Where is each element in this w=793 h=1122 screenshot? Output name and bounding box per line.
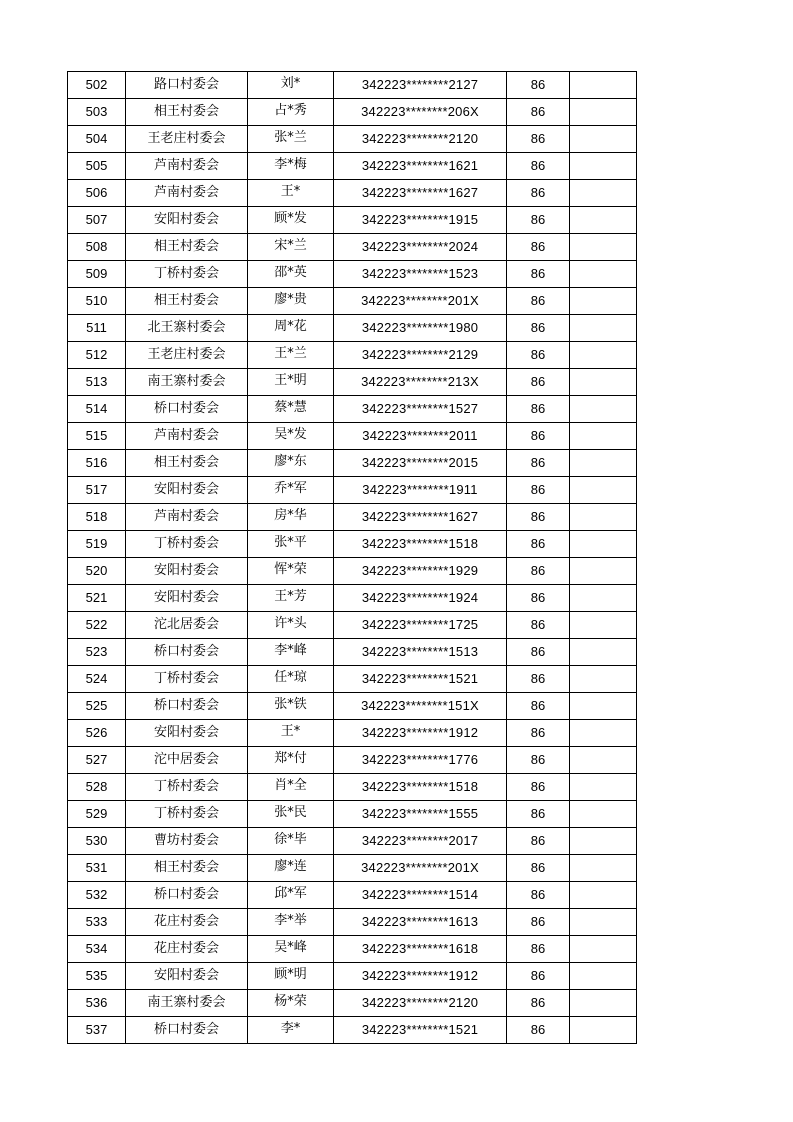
score-cell: 86	[507, 801, 570, 828]
row-number-cell: 522	[68, 612, 126, 639]
remarks-cell	[570, 666, 637, 693]
row-number-cell: 503	[68, 99, 126, 126]
score-cell: 86	[507, 180, 570, 207]
village-committee-cell: 桥口村委会	[126, 1017, 248, 1044]
person-name-cell: 李*梅	[248, 153, 334, 180]
score-cell: 86	[507, 666, 570, 693]
row-number-cell: 507	[68, 207, 126, 234]
remarks-cell	[570, 369, 637, 396]
village-committee-cell: 芦南村委会	[126, 153, 248, 180]
village-committee-cell: 丁桥村委会	[126, 774, 248, 801]
village-committee-cell: 安阳村委会	[126, 207, 248, 234]
id-number-cell: 342223********1518	[334, 531, 507, 558]
id-number-cell: 342223********1725	[334, 612, 507, 639]
table-row	[68, 180, 637, 207]
village-committee-cell: 安阳村委会	[126, 585, 248, 612]
roster-table-body	[68, 72, 637, 1044]
person-name-cell: 张*兰	[248, 126, 334, 153]
person-name-cell: 王*明	[248, 369, 334, 396]
id-number-cell: 342223********2011	[334, 423, 507, 450]
score-cell: 86	[507, 909, 570, 936]
id-number-cell: 342223********1915	[334, 207, 507, 234]
id-number-cell: 342223********1514	[334, 882, 507, 909]
row-number-cell: 516	[68, 450, 126, 477]
remarks-cell	[570, 882, 637, 909]
score-cell: 86	[507, 855, 570, 882]
person-name-cell: 王*	[248, 180, 334, 207]
row-number-cell: 510	[68, 288, 126, 315]
score-cell: 86	[507, 450, 570, 477]
row-number-cell: 504	[68, 126, 126, 153]
score-cell: 86	[507, 315, 570, 342]
row-number-cell: 520	[68, 558, 126, 585]
row-number-cell: 531	[68, 855, 126, 882]
village-committee-cell: 相王村委会	[126, 234, 248, 261]
remarks-cell	[570, 477, 637, 504]
id-number-cell: 342223********2129	[334, 342, 507, 369]
village-committee-cell: 芦南村委会	[126, 423, 248, 450]
table-row	[68, 1017, 637, 1044]
remarks-cell	[570, 531, 637, 558]
score-cell: 86	[507, 72, 570, 99]
id-number-cell: 342223********201X	[334, 855, 507, 882]
person-name-cell: 李*	[248, 1017, 334, 1044]
village-committee-cell: 桥口村委会	[126, 639, 248, 666]
village-committee-cell: 安阳村委会	[126, 558, 248, 585]
person-name-cell: 徐*毕	[248, 828, 334, 855]
table-row	[68, 396, 637, 423]
person-name-cell: 刘*	[248, 72, 334, 99]
table-row	[68, 693, 637, 720]
id-number-cell: 342223********1618	[334, 936, 507, 963]
id-number-cell: 342223********2120	[334, 126, 507, 153]
village-committee-cell: 桥口村委会	[126, 693, 248, 720]
table-row	[68, 342, 637, 369]
person-name-cell: 郑*付	[248, 747, 334, 774]
id-number-cell: 342223********1513	[334, 639, 507, 666]
remarks-cell	[570, 153, 637, 180]
score-cell: 86	[507, 585, 570, 612]
table-row	[68, 558, 637, 585]
table-row	[68, 720, 637, 747]
remarks-cell	[570, 720, 637, 747]
id-number-cell: 342223********1912	[334, 963, 507, 990]
table-row	[68, 990, 637, 1017]
village-committee-cell: 丁桥村委会	[126, 801, 248, 828]
row-number-cell: 537	[68, 1017, 126, 1044]
table-row	[68, 612, 637, 639]
table-row	[68, 531, 637, 558]
table-row	[68, 288, 637, 315]
person-name-cell: 李*峰	[248, 639, 334, 666]
row-number-cell: 514	[68, 396, 126, 423]
village-committee-cell: 北王寨村委会	[126, 315, 248, 342]
row-number-cell: 530	[68, 828, 126, 855]
person-name-cell: 蔡*慧	[248, 396, 334, 423]
table-row	[68, 774, 637, 801]
person-name-cell: 顾*明	[248, 963, 334, 990]
table-row	[68, 882, 637, 909]
id-number-cell: 342223********1521	[334, 1017, 507, 1044]
village-committee-cell: 丁桥村委会	[126, 666, 248, 693]
row-number-cell: 525	[68, 693, 126, 720]
row-number-cell: 506	[68, 180, 126, 207]
id-number-cell: 342223********2017	[334, 828, 507, 855]
score-cell: 86	[507, 342, 570, 369]
id-number-cell: 342223********1912	[334, 720, 507, 747]
score-cell: 86	[507, 693, 570, 720]
id-number-cell: 342223********2127	[334, 72, 507, 99]
remarks-cell	[570, 234, 637, 261]
id-number-cell: 342223********1527	[334, 396, 507, 423]
row-number-cell: 515	[68, 423, 126, 450]
remarks-cell	[570, 558, 637, 585]
village-committee-cell: 南王寨村委会	[126, 990, 248, 1017]
id-number-cell: 342223********1980	[334, 315, 507, 342]
remarks-cell	[570, 396, 637, 423]
table-row	[68, 207, 637, 234]
row-number-cell: 524	[68, 666, 126, 693]
person-name-cell: 李*举	[248, 909, 334, 936]
remarks-cell	[570, 639, 637, 666]
person-name-cell: 乔*军	[248, 477, 334, 504]
id-number-cell: 342223********201X	[334, 288, 507, 315]
village-committee-cell: 安阳村委会	[126, 720, 248, 747]
score-cell: 86	[507, 963, 570, 990]
row-number-cell: 526	[68, 720, 126, 747]
score-cell: 86	[507, 612, 570, 639]
person-name-cell: 杨*荣	[248, 990, 334, 1017]
row-number-cell: 527	[68, 747, 126, 774]
village-committee-cell: 南王寨村委会	[126, 369, 248, 396]
person-name-cell: 周*花	[248, 315, 334, 342]
score-cell: 86	[507, 828, 570, 855]
id-number-cell: 342223********2015	[334, 450, 507, 477]
person-name-cell: 王*	[248, 720, 334, 747]
table-row	[68, 126, 637, 153]
person-name-cell: 房*华	[248, 504, 334, 531]
village-committee-cell: 曹坊村委会	[126, 828, 248, 855]
remarks-cell	[570, 423, 637, 450]
table-row	[68, 963, 637, 990]
score-cell: 86	[507, 396, 570, 423]
score-cell: 86	[507, 207, 570, 234]
village-committee-cell: 沱北居委会	[126, 612, 248, 639]
remarks-cell	[570, 963, 637, 990]
person-name-cell: 张*民	[248, 801, 334, 828]
id-number-cell: 342223********1776	[334, 747, 507, 774]
remarks-cell	[570, 936, 637, 963]
person-name-cell: 廖*连	[248, 855, 334, 882]
score-cell: 86	[507, 1017, 570, 1044]
table-row	[68, 747, 637, 774]
remarks-cell	[570, 72, 637, 99]
remarks-cell	[570, 855, 637, 882]
row-number-cell: 502	[68, 72, 126, 99]
table-row	[68, 99, 637, 126]
score-cell: 86	[507, 720, 570, 747]
score-cell: 86	[507, 936, 570, 963]
table-row	[68, 855, 637, 882]
row-number-cell: 519	[68, 531, 126, 558]
person-name-cell: 邵*英	[248, 261, 334, 288]
roster-table	[67, 71, 637, 1044]
remarks-cell	[570, 126, 637, 153]
row-number-cell: 512	[68, 342, 126, 369]
village-committee-cell: 相王村委会	[126, 450, 248, 477]
person-name-cell: 恽*荣	[248, 558, 334, 585]
id-number-cell: 342223********2024	[334, 234, 507, 261]
remarks-cell	[570, 504, 637, 531]
person-name-cell: 王*兰	[248, 342, 334, 369]
score-cell: 86	[507, 288, 570, 315]
remarks-cell	[570, 612, 637, 639]
village-committee-cell: 桥口村委会	[126, 396, 248, 423]
id-number-cell: 342223********1929	[334, 558, 507, 585]
score-cell: 86	[507, 126, 570, 153]
score-cell: 86	[507, 882, 570, 909]
id-number-cell: 342223********1613	[334, 909, 507, 936]
remarks-cell	[570, 342, 637, 369]
id-number-cell: 342223********1627	[334, 180, 507, 207]
person-name-cell: 邱*军	[248, 882, 334, 909]
row-number-cell: 528	[68, 774, 126, 801]
village-committee-cell: 相王村委会	[126, 99, 248, 126]
remarks-cell	[570, 747, 637, 774]
village-committee-cell: 桥口村委会	[126, 882, 248, 909]
row-number-cell: 509	[68, 261, 126, 288]
id-number-cell: 342223********1555	[334, 801, 507, 828]
id-number-cell: 342223********1518	[334, 774, 507, 801]
village-committee-cell: 王老庄村委会	[126, 126, 248, 153]
remarks-cell	[570, 774, 637, 801]
roster-sheet	[67, 71, 636, 1044]
person-name-cell: 许*头	[248, 612, 334, 639]
village-committee-cell: 花庄村委会	[126, 909, 248, 936]
remarks-cell	[570, 990, 637, 1017]
row-number-cell: 536	[68, 990, 126, 1017]
id-number-cell: 342223********1911	[334, 477, 507, 504]
score-cell: 86	[507, 558, 570, 585]
score-cell: 86	[507, 234, 570, 261]
score-cell: 86	[507, 990, 570, 1017]
table-row	[68, 369, 637, 396]
table-row	[68, 666, 637, 693]
table-row	[68, 423, 637, 450]
table-row	[68, 72, 637, 99]
id-number-cell: 342223********2120	[334, 990, 507, 1017]
village-committee-cell: 安阳村委会	[126, 963, 248, 990]
id-number-cell: 342223********1521	[334, 666, 507, 693]
score-cell: 86	[507, 153, 570, 180]
person-name-cell: 占*秀	[248, 99, 334, 126]
id-number-cell: 342223********1627	[334, 504, 507, 531]
row-number-cell: 535	[68, 963, 126, 990]
table-row	[68, 477, 637, 504]
table-row	[68, 639, 637, 666]
village-committee-cell: 芦南村委会	[126, 180, 248, 207]
remarks-cell	[570, 693, 637, 720]
village-committee-cell: 相王村委会	[126, 855, 248, 882]
row-number-cell: 532	[68, 882, 126, 909]
score-cell: 86	[507, 747, 570, 774]
score-cell: 86	[507, 531, 570, 558]
person-name-cell: 吴*峰	[248, 936, 334, 963]
person-name-cell: 张*铁	[248, 693, 334, 720]
village-committee-cell: 丁桥村委会	[126, 531, 248, 558]
row-number-cell: 513	[68, 369, 126, 396]
person-name-cell: 廖*东	[248, 450, 334, 477]
id-number-cell: 342223********1621	[334, 153, 507, 180]
village-committee-cell: 安阳村委会	[126, 477, 248, 504]
score-cell: 86	[507, 774, 570, 801]
id-number-cell: 342223********1523	[334, 261, 507, 288]
table-row	[68, 261, 637, 288]
id-number-cell: 342223********213X	[334, 369, 507, 396]
remarks-cell	[570, 261, 637, 288]
row-number-cell: 518	[68, 504, 126, 531]
table-row	[68, 504, 637, 531]
person-name-cell: 任*琼	[248, 666, 334, 693]
remarks-cell	[570, 207, 637, 234]
id-number-cell: 342223********151X	[334, 693, 507, 720]
score-cell: 86	[507, 369, 570, 396]
row-number-cell: 505	[68, 153, 126, 180]
person-name-cell: 廖*贵	[248, 288, 334, 315]
village-committee-cell: 沱中居委会	[126, 747, 248, 774]
village-committee-cell: 芦南村委会	[126, 504, 248, 531]
score-cell: 86	[507, 477, 570, 504]
village-committee-cell: 花庄村委会	[126, 936, 248, 963]
remarks-cell	[570, 585, 637, 612]
table-row	[68, 909, 637, 936]
score-cell: 86	[507, 639, 570, 666]
row-number-cell: 534	[68, 936, 126, 963]
village-committee-cell: 路口村委会	[126, 72, 248, 99]
score-cell: 86	[507, 261, 570, 288]
remarks-cell	[570, 288, 637, 315]
person-name-cell: 吴*发	[248, 423, 334, 450]
person-name-cell: 张*平	[248, 531, 334, 558]
table-row	[68, 315, 637, 342]
table-row	[68, 801, 637, 828]
row-number-cell: 529	[68, 801, 126, 828]
remarks-cell	[570, 801, 637, 828]
remarks-cell	[570, 828, 637, 855]
table-row	[68, 153, 637, 180]
score-cell: 86	[507, 504, 570, 531]
village-committee-cell: 丁桥村委会	[126, 261, 248, 288]
village-committee-cell: 王老庄村委会	[126, 342, 248, 369]
remarks-cell	[570, 99, 637, 126]
remarks-cell	[570, 450, 637, 477]
person-name-cell: 王*芳	[248, 585, 334, 612]
table-row	[68, 234, 637, 261]
score-cell: 86	[507, 423, 570, 450]
table-row	[68, 585, 637, 612]
row-number-cell: 511	[68, 315, 126, 342]
remarks-cell	[570, 909, 637, 936]
id-number-cell: 342223********1924	[334, 585, 507, 612]
id-number-cell: 342223********206X	[334, 99, 507, 126]
table-row	[68, 450, 637, 477]
person-name-cell: 肖*全	[248, 774, 334, 801]
table-row	[68, 828, 637, 855]
table-row	[68, 936, 637, 963]
remarks-cell	[570, 180, 637, 207]
row-number-cell: 523	[68, 639, 126, 666]
remarks-cell	[570, 315, 637, 342]
score-cell: 86	[507, 99, 570, 126]
row-number-cell: 521	[68, 585, 126, 612]
person-name-cell: 顾*发	[248, 207, 334, 234]
village-committee-cell: 相王村委会	[126, 288, 248, 315]
row-number-cell: 533	[68, 909, 126, 936]
person-name-cell: 宋*兰	[248, 234, 334, 261]
remarks-cell	[570, 1017, 637, 1044]
row-number-cell: 508	[68, 234, 126, 261]
row-number-cell: 517	[68, 477, 126, 504]
